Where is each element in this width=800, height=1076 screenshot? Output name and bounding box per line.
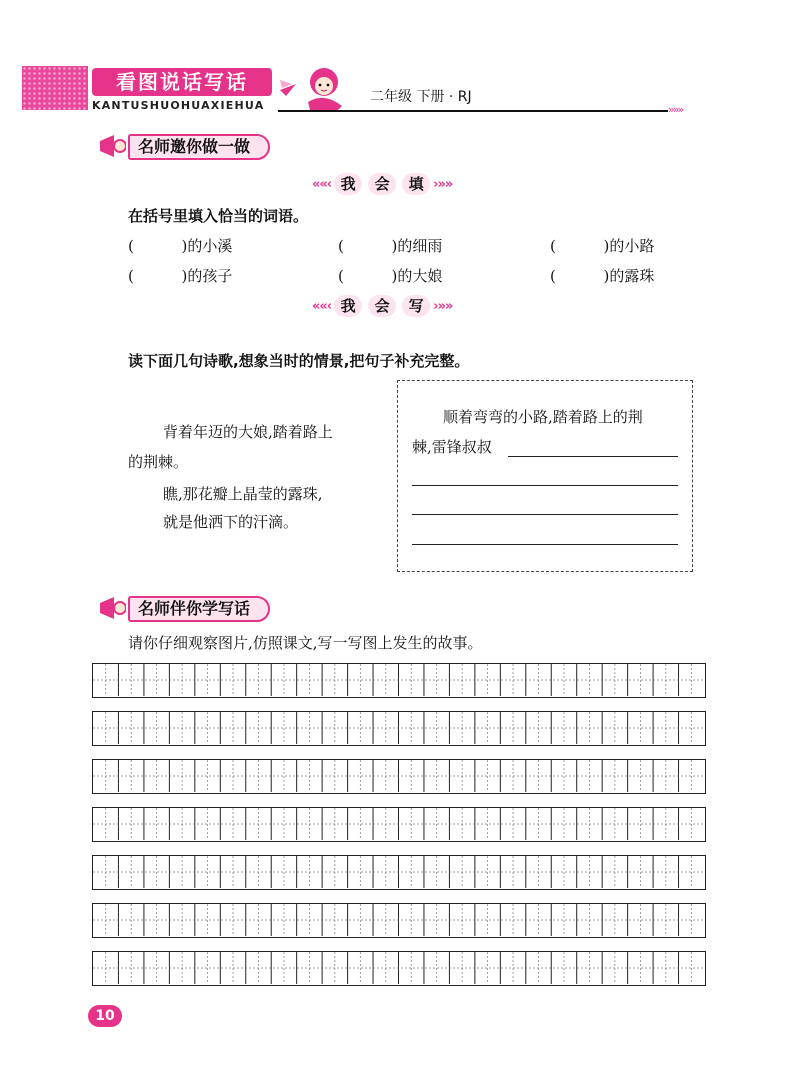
- writing-grid-row[interactable]: [92, 951, 706, 986]
- header-rule: [278, 110, 668, 112]
- section-title-practice: 名师邀你做一做: [128, 134, 270, 160]
- banner-char: 会: [368, 295, 396, 317]
- writing-grid-row[interactable]: [92, 759, 706, 794]
- header-arrows: »»»: [668, 103, 683, 116]
- grid-lines: [93, 856, 704, 888]
- banner-arrows-right: ›»»: [433, 298, 453, 314]
- banner-arrows-left: ««‹: [312, 298, 332, 314]
- poem-line: 瞧,那花瓣上晶莹的露珠,: [163, 485, 323, 503]
- megaphone-icon: [98, 595, 126, 621]
- grid-lines: [93, 664, 704, 696]
- instruction-fill: 在括号里填入恰当的词语。: [128, 207, 309, 225]
- fill-item[interactable]: ( )的小溪: [128, 237, 233, 255]
- answer-line[interactable]: [508, 456, 678, 457]
- banner-char: 写: [402, 295, 430, 317]
- banner-char: 会: [368, 173, 396, 195]
- megaphone-icon: [98, 133, 126, 159]
- header-title: 看图说话写话: [116, 70, 248, 94]
- writing-grid-row[interactable]: [92, 903, 706, 938]
- grid-lines: [93, 904, 704, 936]
- banner-char: 我: [334, 295, 362, 317]
- writing-grid-row[interactable]: [92, 807, 706, 842]
- banner-arrows-left: ««‹: [312, 176, 332, 192]
- writing-grid-row[interactable]: [92, 711, 706, 746]
- answer-line[interactable]: [412, 485, 678, 486]
- cartoon-girl-icon: [278, 62, 350, 112]
- section-title-writing: 名师伴你学写话: [128, 596, 270, 622]
- instruction-story: 请你仔细观察图片,仿照课文,写一写图上发生的故事。: [128, 634, 483, 652]
- box-text-line: 顺着弯弯的小路,踏着路上的荆: [443, 408, 643, 426]
- poem-line: 背着年迈的大娘,踏着路上: [163, 423, 333, 441]
- grade-label: 二年级 下册 · RJ: [370, 89, 472, 105]
- fill-item[interactable]: ( )的孩子: [128, 267, 233, 285]
- banner-char: 填: [402, 173, 430, 195]
- header-decoration: [22, 66, 88, 110]
- grid-lines: [93, 712, 704, 744]
- grid-lines: [93, 952, 704, 984]
- writing-grid-row[interactable]: [92, 855, 706, 890]
- answer-line[interactable]: [412, 514, 678, 515]
- grid-lines: [93, 808, 704, 840]
- instruction-write: 读下面几句诗歌,想象当时的情景,把句子补充完整。: [128, 352, 470, 370]
- banner-char: 我: [334, 173, 362, 195]
- header-pinyin: KANTUSHUOHUAXIEHUA: [92, 99, 265, 112]
- poem-line: 就是他洒下的汗滴。: [163, 513, 299, 531]
- page-number: 10: [88, 1005, 122, 1027]
- banner-arrows-right: ›»»: [433, 176, 453, 192]
- fill-item[interactable]: ( )的小路: [550, 237, 655, 255]
- poem-line: 的荆棘。: [128, 453, 189, 471]
- fill-item[interactable]: ( )的露珠: [550, 267, 655, 285]
- fill-item[interactable]: ( )的大娘: [338, 267, 443, 285]
- writing-grid-row[interactable]: [92, 663, 706, 698]
- answer-line[interactable]: [412, 544, 678, 545]
- box-text-line: 棘,雷锋叔叔: [412, 438, 492, 456]
- banner-fill: [312, 173, 452, 195]
- fill-item[interactable]: ( )的细雨: [338, 237, 443, 255]
- grid-lines: [93, 760, 704, 792]
- banner-write: [312, 295, 452, 317]
